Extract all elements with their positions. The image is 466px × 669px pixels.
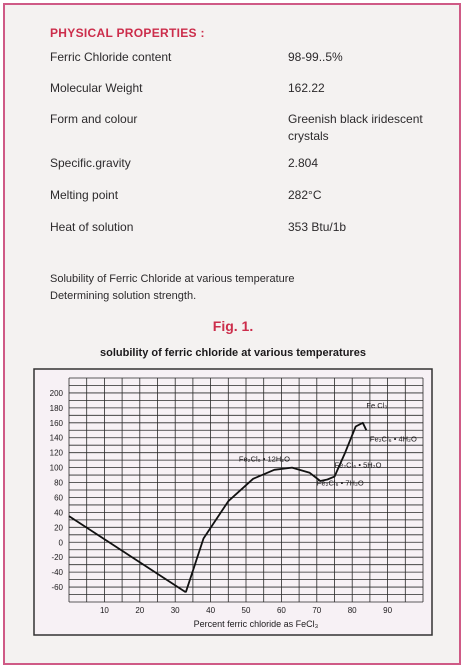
property-value: 282°C: [288, 188, 322, 202]
x-tick-label: 80: [347, 606, 357, 615]
y-tick-label: 200: [49, 388, 63, 398]
x-tick-label: 90: [383, 606, 393, 615]
figure-label: Fig. 1.: [212, 318, 254, 334]
x-tick-label: 50: [241, 606, 251, 615]
y-tick-label: -40: [51, 568, 63, 578]
property-value: 353 Btu/1b: [288, 220, 347, 234]
property-value: Greenish black iridescent crystals: [288, 112, 423, 143]
solution-strength-note: Determining solution strength.: [50, 290, 197, 302]
y-tick-label: -20: [51, 553, 63, 563]
chart-title: solubility of ferric chloride at various temperatures: [100, 347, 366, 359]
property-value: 2.804: [288, 156, 319, 170]
property-label: Specific.gravity: [50, 156, 131, 170]
property-label: Molecular Weight: [50, 81, 143, 95]
y-tick-label: 160: [49, 418, 63, 428]
y-tick-label: 60: [54, 493, 63, 503]
y-tick-label: 80: [54, 478, 63, 488]
x-tick-label: 60: [276, 606, 286, 615]
hydrate-annotation: Fe₂Cl₆ • 4H₂O: [369, 434, 417, 444]
y-tick-label: 100: [49, 463, 63, 473]
y-tick-label: 180: [49, 403, 63, 413]
property-label: Form and colour: [50, 112, 138, 126]
physical-properties-heading: PHYSICAL PROPERTIES :: [50, 26, 205, 40]
solubility-chart: [33, 368, 433, 638]
x-tick-label: 20: [135, 606, 145, 615]
x-tick-label: 10: [99, 606, 109, 615]
y-tick-label: 20: [54, 523, 63, 533]
hydrate-annotation: Fe₂Cl₆ • 5H₂O: [334, 460, 382, 470]
y-tick-label: -60: [51, 583, 63, 593]
y-tick-label: 40: [54, 508, 63, 518]
solubility-note: Solubility of Ferric Chloride at various temperature: [50, 273, 295, 285]
x-axis-label: Percent ferric chloride as FeCl₃: [193, 619, 319, 629]
y-tick-label: 140: [49, 433, 63, 443]
property-label: Heat of solution: [50, 220, 134, 234]
hydrate-annotation: Fe₂Cl₆ • 12H₂O: [238, 454, 290, 464]
y-tick-label: 0: [58, 538, 63, 548]
y-tick-label: 120: [49, 448, 63, 458]
property-label: Melting point: [50, 188, 119, 202]
hydrate-annotation: Fe₂Cl₆ • 7H₂O: [316, 478, 364, 488]
x-tick-label: 40: [206, 606, 216, 615]
x-tick-label: 70: [312, 606, 322, 615]
hydrate-annotation: Fe Cl₃: [366, 400, 388, 410]
property-value: 98-99..5%: [288, 50, 343, 64]
property-value: 162.22: [288, 81, 325, 95]
property-label: Ferric Chloride content: [50, 50, 172, 64]
x-tick-label: 30: [170, 606, 180, 615]
